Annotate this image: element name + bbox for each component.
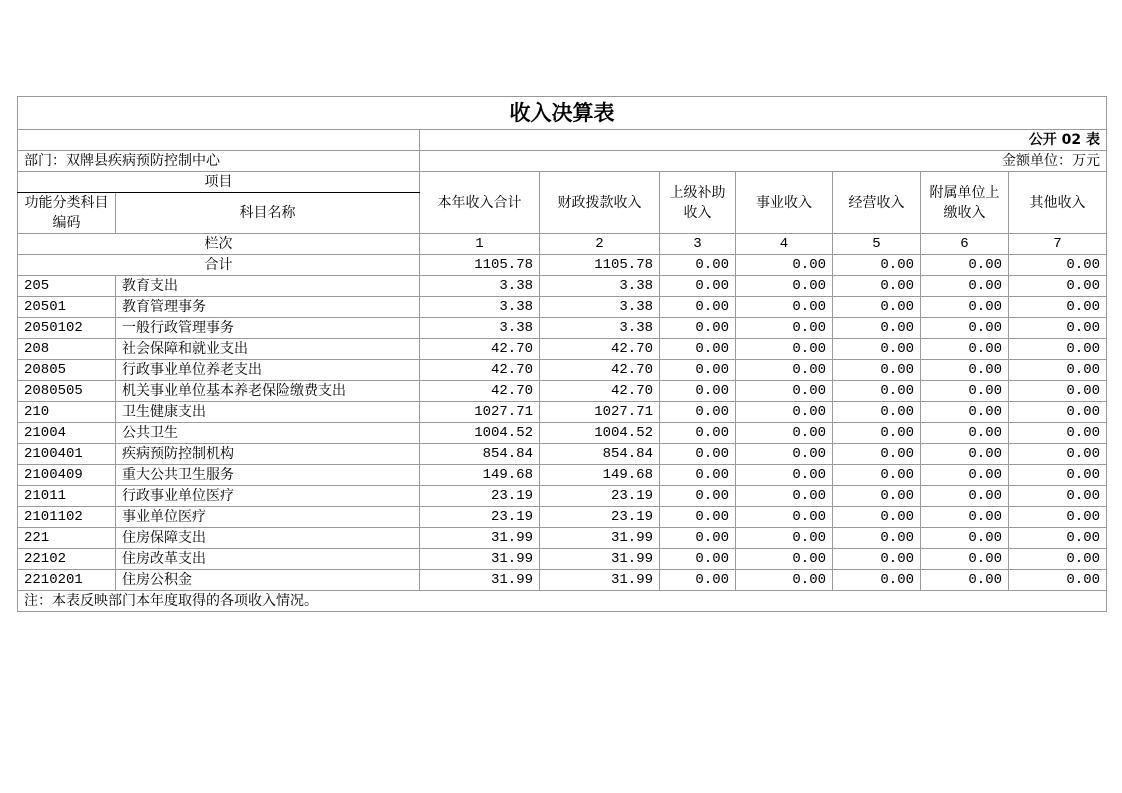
subject-code: 221 bbox=[18, 528, 116, 549]
amount-cell: 3.38 bbox=[420, 318, 540, 339]
amount-cell: 0.00 bbox=[736, 339, 833, 360]
amount-cell: 0.00 bbox=[833, 549, 921, 570]
amount-cell: 42.70 bbox=[420, 360, 540, 381]
amount-cell: 23.19 bbox=[540, 486, 660, 507]
amount-cell: 0.00 bbox=[1009, 570, 1107, 591]
table-row bbox=[18, 339, 1107, 360]
amount-cell: 0.00 bbox=[921, 381, 1009, 402]
subject-name: 卫生健康支出 bbox=[116, 402, 420, 423]
table-row bbox=[18, 318, 1107, 339]
header-col-5: 经营收入 bbox=[833, 172, 921, 234]
amount-cell: 0.00 bbox=[1009, 486, 1107, 507]
subject-name: 行政事业单位医疗 bbox=[116, 486, 420, 507]
subject-name: 住房公积金 bbox=[116, 570, 420, 591]
page-title: 收入决算表 bbox=[18, 97, 1107, 130]
subject-name: 事业单位医疗 bbox=[116, 507, 420, 528]
amount-cell: 0.00 bbox=[736, 423, 833, 444]
subject-code: 2080505 bbox=[18, 381, 116, 402]
header-col-6: 附属单位上缴收入 bbox=[921, 172, 1009, 234]
column-index-number: 1 bbox=[420, 234, 540, 255]
amount-cell: 0.00 bbox=[660, 507, 736, 528]
amount-cell: 0.00 bbox=[660, 528, 736, 549]
column-index-label: 栏次 bbox=[18, 234, 420, 255]
amount-cell: 0.00 bbox=[736, 318, 833, 339]
subject-code: 22102 bbox=[18, 549, 116, 570]
amount-cell: 23.19 bbox=[540, 507, 660, 528]
amount-cell: 0.00 bbox=[833, 381, 921, 402]
amount-cell: 0.00 bbox=[736, 507, 833, 528]
amount-cell: 0.00 bbox=[1009, 423, 1107, 444]
amount-cell: 0.00 bbox=[833, 507, 921, 528]
table-row bbox=[18, 297, 1107, 318]
amount-cell: 0.00 bbox=[1009, 465, 1107, 486]
amount-cell: 0.00 bbox=[1009, 444, 1107, 465]
amount-cell: 1004.52 bbox=[540, 423, 660, 444]
header-col-1: 本年收入合计 bbox=[420, 172, 540, 234]
amount-cell: 31.99 bbox=[540, 528, 660, 549]
amount-cell: 0.00 bbox=[921, 402, 1009, 423]
amount-cell: 0.00 bbox=[921, 318, 1009, 339]
amount-cell: 0.00 bbox=[1009, 360, 1107, 381]
amount-cell: 3.38 bbox=[540, 276, 660, 297]
amount-cell: 0.00 bbox=[736, 486, 833, 507]
subject-code: 20501 bbox=[18, 297, 116, 318]
subject-code: 21004 bbox=[18, 423, 116, 444]
amount-cell: 1004.52 bbox=[420, 423, 540, 444]
amount-cell: 0.00 bbox=[921, 276, 1009, 297]
amount-cell: 0.00 bbox=[1009, 276, 1107, 297]
amount-cell: 0.00 bbox=[833, 318, 921, 339]
table-note: 注：本表反映部门本年度取得的各项收入情况。 bbox=[18, 591, 1107, 612]
amount-cell: 0.00 bbox=[833, 339, 921, 360]
amount-cell: 0.00 bbox=[921, 570, 1009, 591]
amount-cell: 0.00 bbox=[921, 297, 1009, 318]
subject-name: 公共卫生 bbox=[116, 423, 420, 444]
amount-cell: 0.00 bbox=[1009, 507, 1107, 528]
amount-cell: 0.00 bbox=[833, 423, 921, 444]
amount-cell: 0.00 bbox=[660, 570, 736, 591]
amount-cell: 0.00 bbox=[833, 276, 921, 297]
subject-code: 21011 bbox=[18, 486, 116, 507]
amount-cell: 0.00 bbox=[833, 402, 921, 423]
amount-cell: 0.00 bbox=[660, 360, 736, 381]
column-index-number: 6 bbox=[921, 234, 1009, 255]
amount-cell: 31.99 bbox=[540, 549, 660, 570]
total-label: 合计 bbox=[18, 255, 420, 276]
subject-name: 社会保障和就业支出 bbox=[116, 339, 420, 360]
header-name: 科目名称 bbox=[116, 193, 420, 234]
amount-cell: 42.70 bbox=[540, 381, 660, 402]
header-col-4: 事业收入 bbox=[736, 172, 833, 234]
column-index-number: 7 bbox=[1009, 234, 1107, 255]
amount-cell: 0.00 bbox=[1009, 339, 1107, 360]
header-col-7: 其他收入 bbox=[1009, 172, 1107, 234]
amount-cell: 1027.71 bbox=[540, 402, 660, 423]
amount-cell: 1027.71 bbox=[420, 402, 540, 423]
amount-cell: 0.00 bbox=[660, 276, 736, 297]
amount-cell: 0.00 bbox=[921, 444, 1009, 465]
amount-cell: 0.00 bbox=[833, 465, 921, 486]
amount-cell: 3.38 bbox=[540, 297, 660, 318]
amount-cell: 0.00 bbox=[660, 486, 736, 507]
header-col-3: 上级补助收入 bbox=[660, 172, 736, 234]
amount-cell: 0.00 bbox=[921, 339, 1009, 360]
amount-cell: 3.38 bbox=[540, 318, 660, 339]
amount-cell: 3.38 bbox=[420, 276, 540, 297]
amount-cell: 149.68 bbox=[540, 465, 660, 486]
amount-cell: 42.70 bbox=[420, 381, 540, 402]
subject-code: 2101102 bbox=[18, 507, 116, 528]
amount-cell: 0.00 bbox=[921, 360, 1009, 381]
subject-code: 2210201 bbox=[18, 570, 116, 591]
subject-name: 教育支出 bbox=[116, 276, 420, 297]
amount-cell: 0.00 bbox=[921, 486, 1009, 507]
amount-cell: 0.00 bbox=[660, 402, 736, 423]
table-row bbox=[18, 381, 1107, 402]
amount-cell: 23.19 bbox=[420, 507, 540, 528]
table-number: 公开 02 表 bbox=[420, 130, 1107, 151]
amount-cell: 0.00 bbox=[833, 528, 921, 549]
total-value: 0.00 bbox=[921, 255, 1009, 276]
amount-cell: 23.19 bbox=[420, 486, 540, 507]
amount-cell: 0.00 bbox=[833, 444, 921, 465]
subject-name: 住房改革支出 bbox=[116, 549, 420, 570]
amount-cell: 42.70 bbox=[540, 360, 660, 381]
amount-cell: 0.00 bbox=[921, 423, 1009, 444]
table-row bbox=[18, 276, 1107, 297]
table-row bbox=[18, 570, 1107, 591]
subject-name: 一般行政管理事务 bbox=[116, 318, 420, 339]
total-value: 0.00 bbox=[660, 255, 736, 276]
amount-cell: 0.00 bbox=[833, 360, 921, 381]
total-value: 0.00 bbox=[1009, 255, 1107, 276]
subject-name: 教育管理事务 bbox=[116, 297, 420, 318]
amount-cell: 0.00 bbox=[660, 381, 736, 402]
table-row bbox=[18, 402, 1107, 423]
amount-cell: 31.99 bbox=[420, 549, 540, 570]
amount-cell: 0.00 bbox=[833, 297, 921, 318]
amount-cell: 0.00 bbox=[660, 297, 736, 318]
header-code: 功能分类科目编码 bbox=[18, 193, 116, 234]
subject-code: 2100401 bbox=[18, 444, 116, 465]
amount-cell: 0.00 bbox=[660, 549, 736, 570]
amount-cell: 0.00 bbox=[1009, 381, 1107, 402]
table-row bbox=[18, 528, 1107, 549]
amount-cell: 0.00 bbox=[660, 339, 736, 360]
amount-cell: 31.99 bbox=[540, 570, 660, 591]
total-value: 1105.78 bbox=[540, 255, 660, 276]
table-row bbox=[18, 486, 1107, 507]
amount-cell: 0.00 bbox=[660, 465, 736, 486]
subject-code: 208 bbox=[18, 339, 116, 360]
amount-cell: 854.84 bbox=[540, 444, 660, 465]
amount-cell: 0.00 bbox=[736, 381, 833, 402]
total-value: 0.00 bbox=[833, 255, 921, 276]
total-value: 0.00 bbox=[736, 255, 833, 276]
amount-cell: 0.00 bbox=[736, 444, 833, 465]
amount-cell: 0.00 bbox=[736, 360, 833, 381]
amount-cell: 0.00 bbox=[921, 528, 1009, 549]
subject-name: 重大公共卫生服务 bbox=[116, 465, 420, 486]
amount-cell: 0.00 bbox=[736, 297, 833, 318]
amount-cell: 0.00 bbox=[1009, 318, 1107, 339]
department-label: 部门：双牌县疾病预防控制中心 bbox=[18, 151, 420, 172]
amount-cell: 0.00 bbox=[1009, 402, 1107, 423]
amount-cell: 0.00 bbox=[833, 570, 921, 591]
amount-cell: 149.68 bbox=[420, 465, 540, 486]
amount-cell: 0.00 bbox=[736, 402, 833, 423]
amount-cell: 31.99 bbox=[420, 528, 540, 549]
amount-cell: 0.00 bbox=[1009, 528, 1107, 549]
subject-code: 2100409 bbox=[18, 465, 116, 486]
subject-code: 205 bbox=[18, 276, 116, 297]
header-col-2: 财政拨款收入 bbox=[540, 172, 660, 234]
amount-cell: 0.00 bbox=[660, 423, 736, 444]
income-final-accounts-table bbox=[17, 96, 1107, 612]
header-project: 项目 bbox=[18, 172, 420, 193]
table-row bbox=[18, 360, 1107, 381]
total-value: 1105.78 bbox=[420, 255, 540, 276]
amount-cell: 0.00 bbox=[660, 318, 736, 339]
amount-cell: 0.00 bbox=[921, 465, 1009, 486]
table-row bbox=[18, 423, 1107, 444]
amount-cell: 0.00 bbox=[1009, 297, 1107, 318]
amount-cell: 0.00 bbox=[736, 570, 833, 591]
table-row bbox=[18, 444, 1107, 465]
amount-cell: 0.00 bbox=[736, 465, 833, 486]
amount-unit: 金额单位：万元 bbox=[420, 151, 1107, 172]
column-index-number: 5 bbox=[833, 234, 921, 255]
amount-cell: 3.38 bbox=[420, 297, 540, 318]
amount-cell: 854.84 bbox=[420, 444, 540, 465]
amount-cell: 0.00 bbox=[736, 276, 833, 297]
table-row bbox=[18, 465, 1107, 486]
amount-cell: 0.00 bbox=[736, 528, 833, 549]
subject-name: 疾病预防控制机构 bbox=[116, 444, 420, 465]
column-index-number: 4 bbox=[736, 234, 833, 255]
table-row bbox=[18, 549, 1107, 570]
amount-cell: 0.00 bbox=[833, 486, 921, 507]
amount-cell: 0.00 bbox=[921, 549, 1009, 570]
subject-code: 2050102 bbox=[18, 318, 116, 339]
subject-name: 机关事业单位基本养老保险缴费支出 bbox=[116, 381, 420, 402]
amount-cell: 42.70 bbox=[420, 339, 540, 360]
amount-cell: 42.70 bbox=[540, 339, 660, 360]
amount-cell: 0.00 bbox=[736, 549, 833, 570]
subject-code: 20805 bbox=[18, 360, 116, 381]
subject-name: 行政事业单位养老支出 bbox=[116, 360, 420, 381]
subject-name: 住房保障支出 bbox=[116, 528, 420, 549]
amount-cell: 0.00 bbox=[921, 507, 1009, 528]
subject-code: 210 bbox=[18, 402, 116, 423]
column-index-number: 3 bbox=[660, 234, 736, 255]
amount-cell: 31.99 bbox=[420, 570, 540, 591]
column-index-number: 2 bbox=[540, 234, 660, 255]
amount-cell: 0.00 bbox=[660, 444, 736, 465]
table-row bbox=[18, 507, 1107, 528]
amount-cell: 0.00 bbox=[1009, 549, 1107, 570]
